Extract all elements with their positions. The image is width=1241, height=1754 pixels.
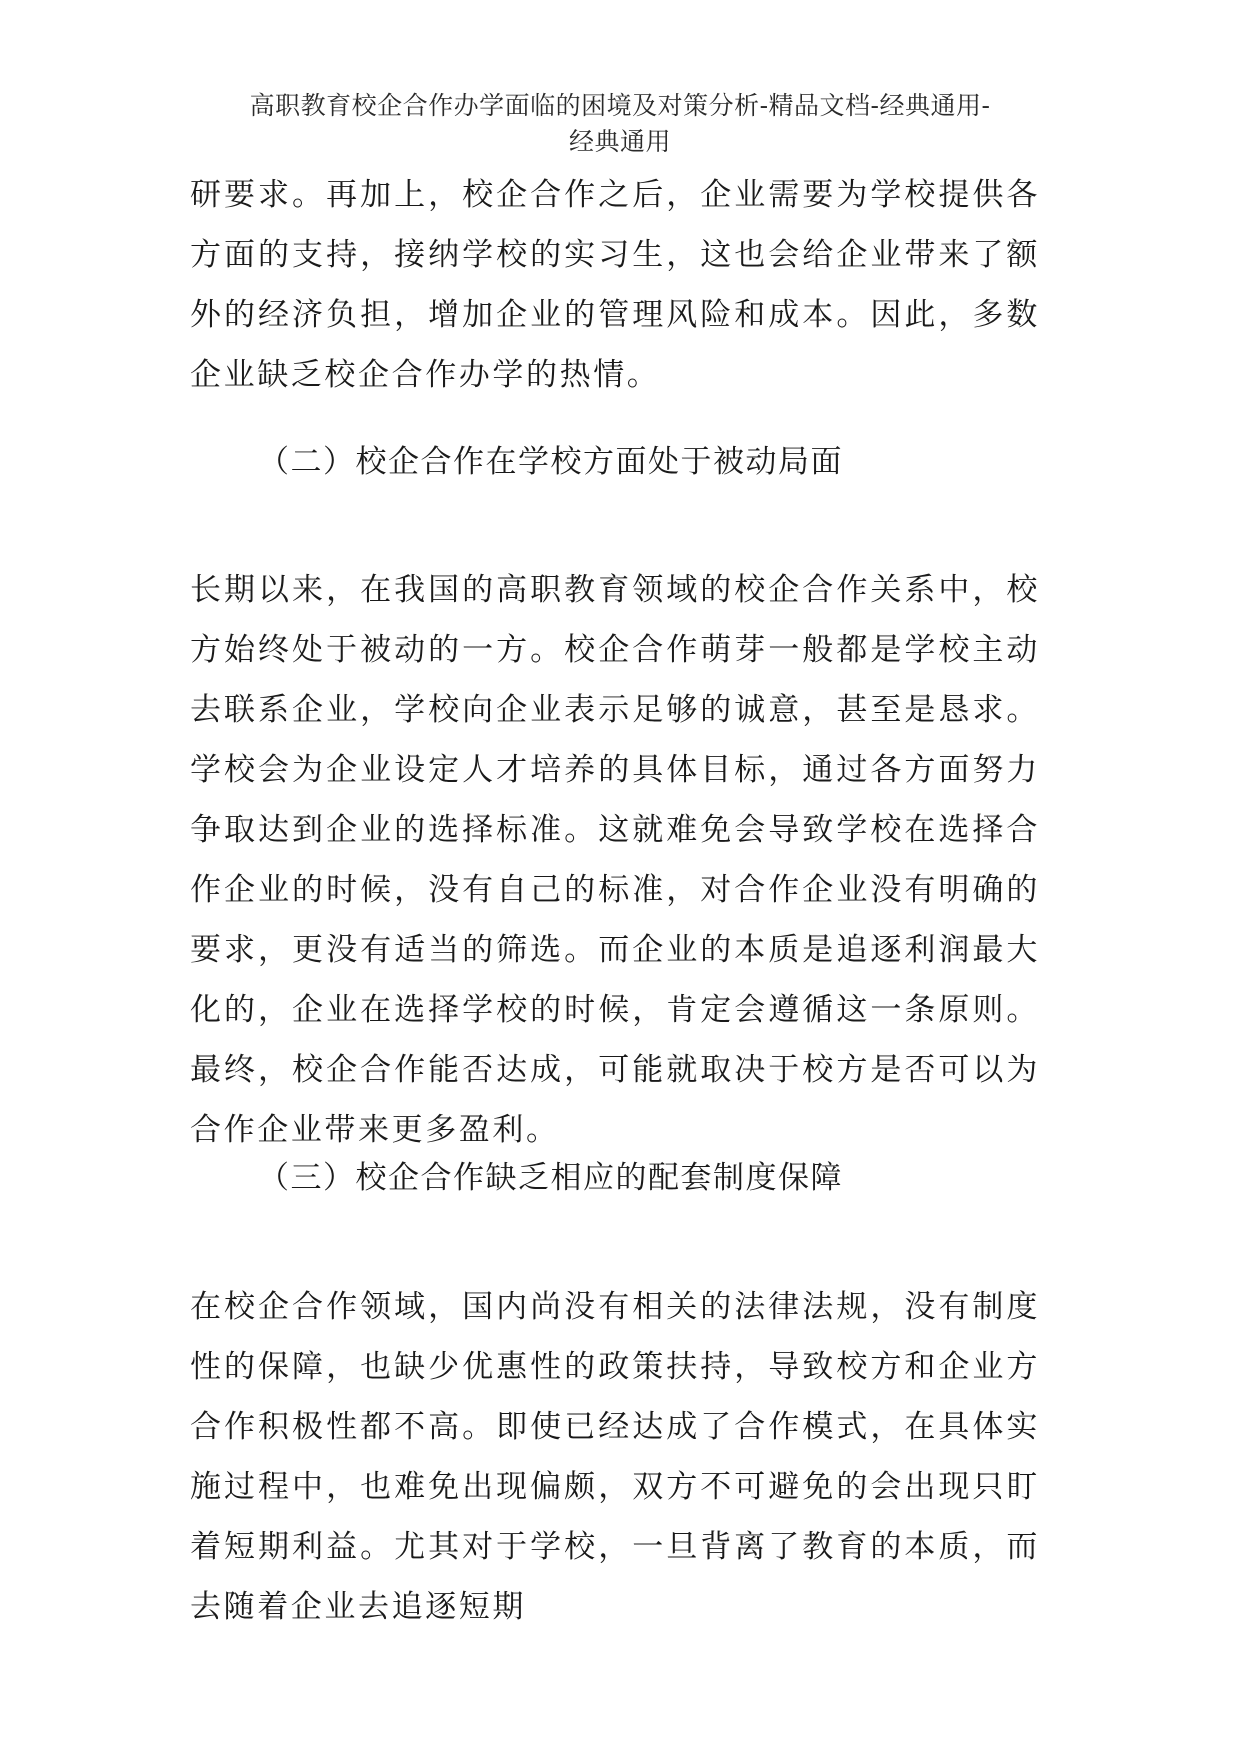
section-heading-3: （三）校企合作缺乏相应的配套制度保障 bbox=[258, 1160, 843, 1196]
paragraph-2: 长期以来，在我国的高职教育领域的校企合作关系中，校方始终处于被动的一方。校企合作萌芽一般都是学校主动去联系企业，学校向企业表示足够的诚意，甚至是恳求。学校会为企业设定人才培养的具体目标，通过各方面努力争取达到企业的选择标准。这就难免会导致学校在选择合作企业的时候，没有自己的标准，对合作企业没有明确的要求，更没有适当的筛选。而企业的本质是追逐利润最大化的，企业在选择学校的时候，肯定会遵循这一条原则。最终，校企合作能否达成，可能就取决于校方是否可以为合作企业带来更多盈利。 bbox=[190, 572, 1040, 1148]
section-heading-2: （二）校企合作在学校方面处于被动局面 bbox=[258, 444, 843, 480]
paragraph-1: 研要求。再加上，校企合作之后，企业需要为学校提供各方面的支持，接纳学校的实习生，这也会给企业带来了额外的经济负担，增加企业的管理风险和成本。因此，多数企业缺乏校企合作办学的热情。 bbox=[190, 177, 1040, 393]
header-title-line1: 高职教育校企合作办学面临的困境及对策分析-精品文档-经典通用- bbox=[249, 91, 991, 120]
paragraph-3: 在校企合作领域，国内尚没有相关的法律法规，没有制度性的保障，也缺少优惠性的政策扶持，导致校方和企业方合作积极性都不高。即使已经达成了合作模式，在具体实施过程中，也难免出现偏颇，双方不可避免的会出现只盯着短期利益。尤其对于学校，一旦背离了教育的本质，而去随着企业去追逐短期 bbox=[190, 1289, 1040, 1625]
page-header bbox=[200, 88, 1040, 160]
header-title-line2: 经典通用 bbox=[568, 127, 671, 156]
